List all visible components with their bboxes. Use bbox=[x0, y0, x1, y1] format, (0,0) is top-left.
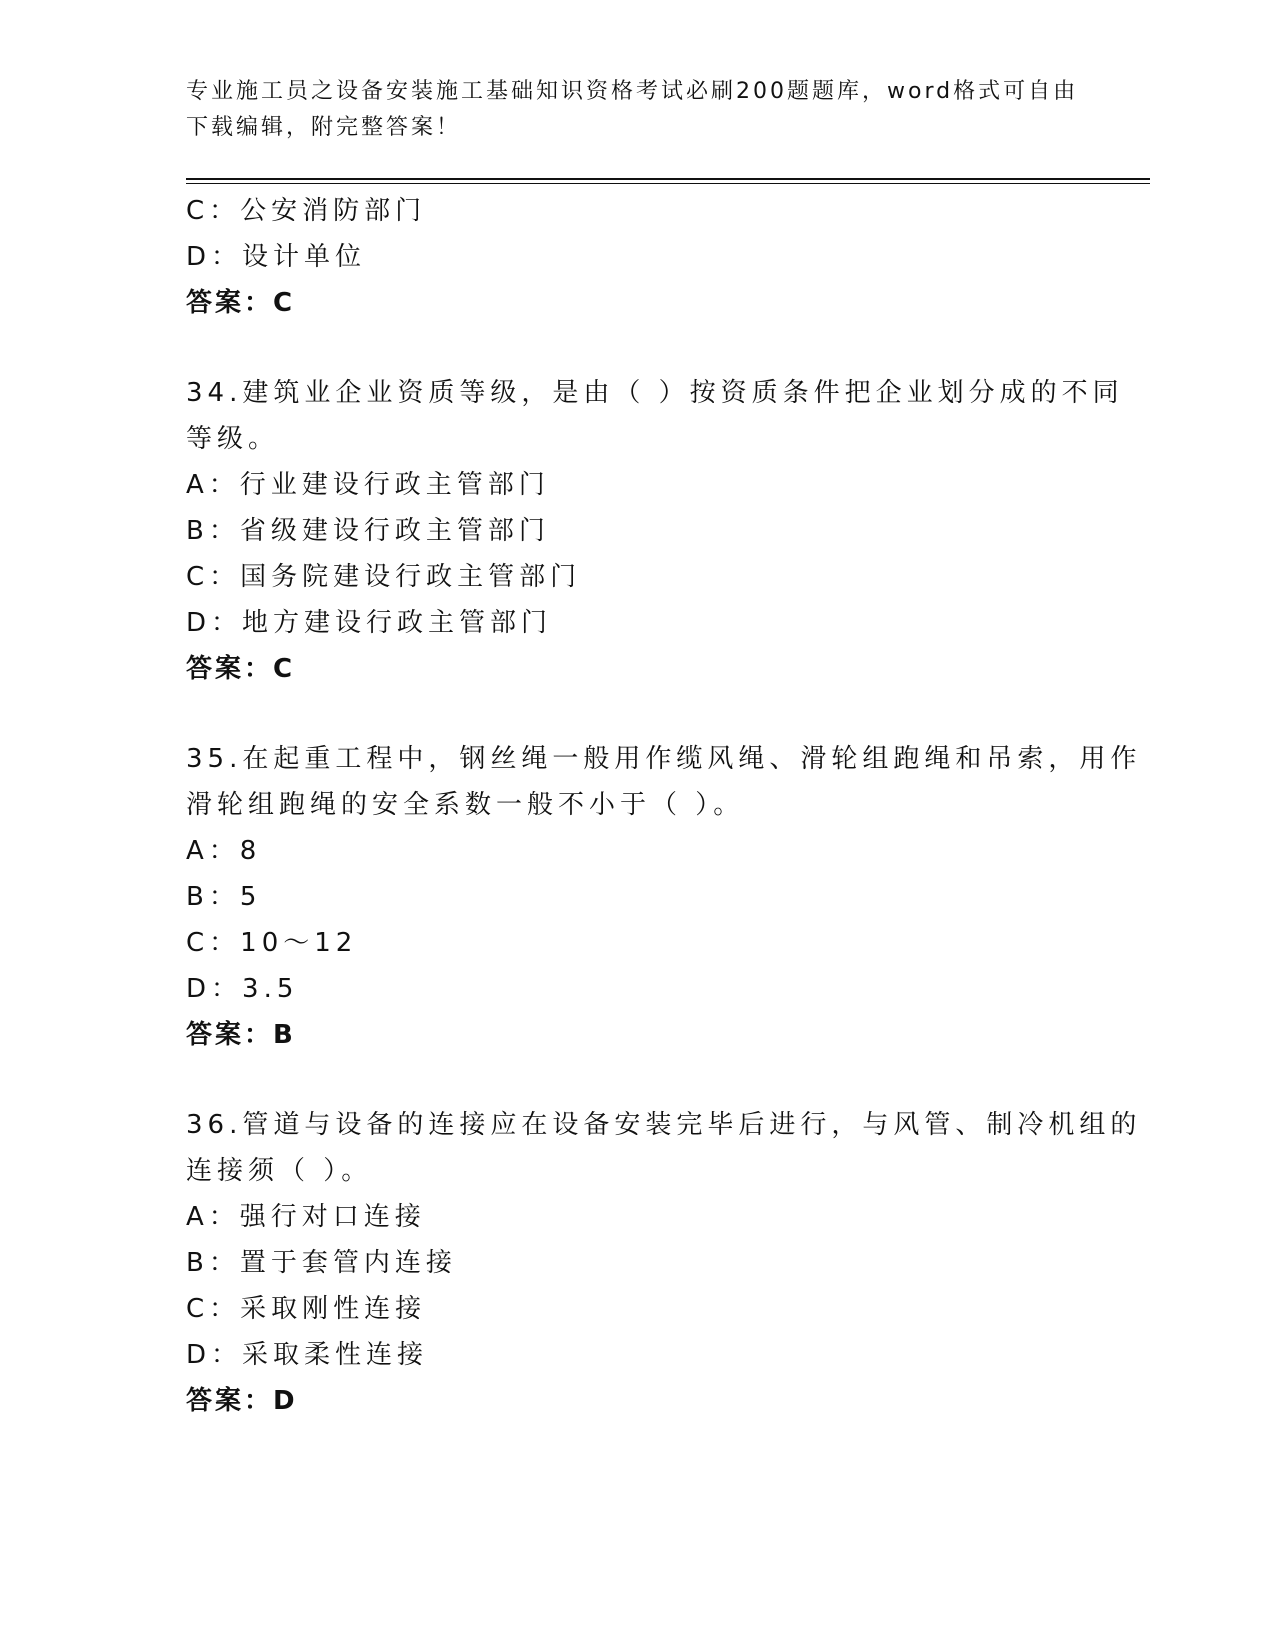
answer-line: 答案：C bbox=[186, 288, 296, 318]
option-c: C：采取刚性连接 bbox=[186, 1294, 427, 1324]
document-header bbox=[186, 74, 1086, 146]
option-d: D：采取柔性连接 bbox=[186, 1340, 429, 1370]
option-c: C：国务院建设行政主管部门 bbox=[186, 562, 582, 592]
option-d: D：3.5 bbox=[186, 974, 299, 1004]
header-title-line-1: 专业施工员之设备安装施工基础知识资格考试必刷200题题库，word格式可自由 bbox=[186, 79, 1079, 104]
question-stem-continued: 等级。 bbox=[186, 424, 280, 454]
option-b: B：置于套管内连接 bbox=[186, 1248, 457, 1278]
answer-line: 答案：D bbox=[186, 1386, 298, 1416]
question-35 bbox=[186, 736, 1142, 1058]
header-title-line-2: 下载编辑，附完整答案！ bbox=[186, 115, 462, 140]
option-c: C：公安消防部门 bbox=[186, 196, 427, 226]
answer-line: 答案：C bbox=[186, 654, 296, 684]
question-stem: 34.建筑业企业资质等级，是由（ ）按资质条件把企业划分成的不同 bbox=[186, 378, 1124, 408]
option-a: A：行业建设行政主管部门 bbox=[186, 470, 550, 500]
question-stem: 35.在起重工程中，钢丝绳一般用作缆风绳、滑轮组跑绳和吊索，用作 bbox=[186, 744, 1142, 774]
option-b: B：5 bbox=[186, 882, 262, 912]
question-stem-continued: 滑轮组跑绳的安全系数一般不小于（ ）。 bbox=[186, 790, 745, 820]
header-divider-thick bbox=[186, 178, 1150, 180]
previous-question-tail bbox=[186, 188, 1086, 326]
option-d: D：设计单位 bbox=[186, 242, 367, 272]
question-34 bbox=[186, 370, 1124, 692]
question-stem-continued: 连接须（ ）。 bbox=[186, 1156, 373, 1186]
option-d: D：地方建设行政主管部门 bbox=[186, 608, 553, 638]
header-divider-thin bbox=[186, 183, 1150, 184]
answer-line: 答案：B bbox=[186, 1020, 296, 1050]
question-content bbox=[186, 188, 1142, 1424]
question-stem: 36.管道与设备的连接应在设备安装完毕后进行，与风管、制冷机组的 bbox=[186, 1110, 1142, 1140]
option-c: C：10～12 bbox=[186, 928, 358, 958]
option-a: A：强行对口连接 bbox=[186, 1202, 426, 1232]
question-36 bbox=[186, 1102, 1142, 1424]
option-b: B：省级建设行政主管部门 bbox=[186, 516, 550, 546]
option-a: A：8 bbox=[186, 836, 262, 866]
